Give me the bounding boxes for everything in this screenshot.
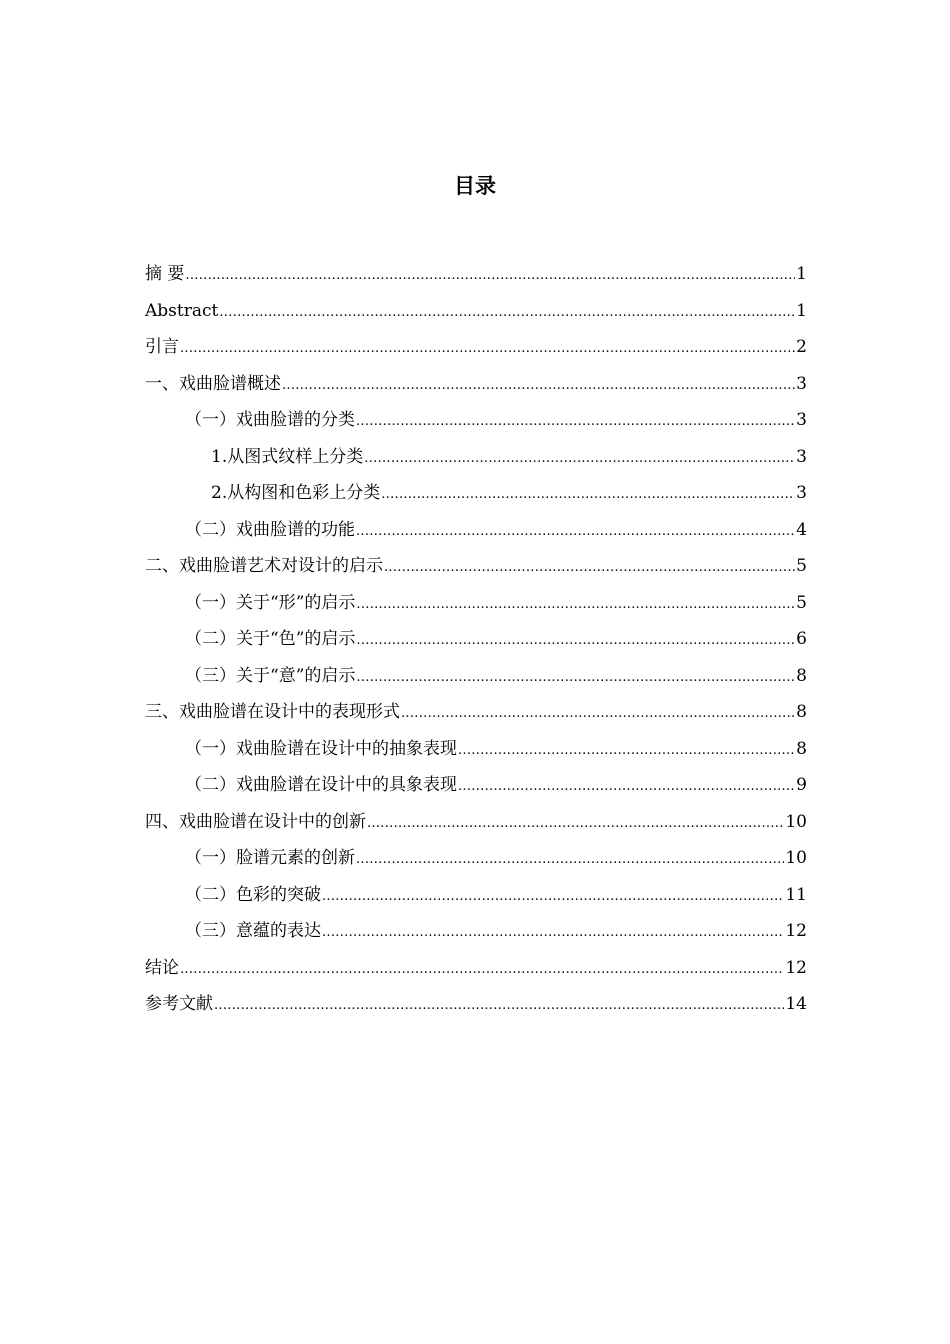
- toc-entry-text: （一）脸谱元素的创新: [185, 848, 355, 868]
- toc-entry[interactable]: [145, 950, 807, 987]
- toc-entry-text: （三）关于“意”的启示: [185, 665, 356, 686]
- toc-leader-dots: [322, 879, 784, 916]
- toc-entry-text: 1.从图式纹样上分类: [211, 446, 364, 467]
- toc-entry-page: 10: [785, 848, 807, 868]
- toc-entry-page: 1: [796, 264, 807, 284]
- toc-entry-page: 9: [796, 775, 807, 795]
- toc-entry-text: （一）关于“形”的启示: [185, 592, 356, 613]
- toc-leader-dots: [214, 988, 784, 1025]
- toc-entry[interactable]: [145, 548, 807, 585]
- toc-entry-page: 2: [796, 337, 807, 357]
- toc-entry-text: 三、戏曲脸谱在设计中的表现形式: [145, 702, 400, 722]
- toc-entry-page: 8: [796, 738, 807, 759]
- toc-entry[interactable]: [145, 256, 807, 293]
- toc-entry[interactable]: [145, 402, 807, 439]
- toc-entry-page: 6: [796, 629, 807, 649]
- toc-entry[interactable]: [145, 840, 807, 877]
- toc-entry[interactable]: [145, 329, 807, 366]
- toc-entry-text: （二）色彩的突破: [185, 884, 321, 905]
- toc-entry-page: 11: [785, 884, 807, 905]
- toc-entry-text: 2.从构图和色彩上分类: [211, 483, 381, 503]
- toc-entry-page: 5: [796, 592, 807, 613]
- toc-entry-page: 8: [796, 665, 807, 686]
- toc-entry-text: （一）戏曲脸谱的分类: [185, 410, 355, 430]
- toc-leader-dots: [185, 258, 795, 295]
- toc-entry-text: 摘 要: [145, 264, 185, 284]
- toc-leader-dots: [384, 550, 795, 587]
- toc-leader-dots: [180, 952, 784, 989]
- toc-entry-page: 14: [785, 994, 807, 1014]
- toc-entry[interactable]: [145, 694, 807, 731]
- toc-entry-page: 12: [785, 921, 807, 941]
- toc-entry-page: 1: [796, 300, 807, 321]
- toc-entry-page: 3: [796, 483, 807, 503]
- toc-entry[interactable]: [145, 913, 807, 950]
- toc-entry-page: 3: [796, 373, 807, 394]
- toc-entry-page: 3: [796, 410, 807, 430]
- toc-entry-page: 5: [796, 556, 807, 576]
- toc-entry[interactable]: [145, 804, 807, 841]
- toc-leader-dots: [364, 441, 795, 478]
- toc-entry-text: （二）戏曲脸谱的功能: [185, 519, 355, 540]
- toc-entry[interactable]: [145, 658, 807, 695]
- toc-entry-text: （二）戏曲脸谱在设计中的具象表现: [185, 775, 457, 795]
- toc-entry[interactable]: [145, 366, 807, 403]
- toc-leader-dots: [356, 842, 784, 879]
- toc-entry[interactable]: [145, 731, 807, 768]
- toc-leader-dots: [282, 368, 795, 405]
- toc-entry[interactable]: [145, 585, 807, 622]
- toc-leader-dots: [458, 769, 795, 806]
- toc-entry-text: 四、戏曲脸谱在设计中的创新: [145, 811, 366, 832]
- toc-leader-dots: [322, 915, 784, 952]
- toc-entry[interactable]: [145, 475, 807, 512]
- toc-entry-text: （三）意蕴的表达: [185, 921, 321, 941]
- toc-leader-dots: [219, 295, 795, 332]
- toc-entry-page: 8: [796, 702, 807, 722]
- toc-leader-dots: [356, 514, 795, 551]
- toc-leader-dots: [367, 806, 784, 843]
- toc-list: [145, 256, 807, 1023]
- toc-entry[interactable]: [145, 293, 807, 330]
- toc-entry[interactable]: [145, 767, 807, 804]
- toc-entry-text: 二、戏曲脸谱艺术对设计的启示: [145, 556, 383, 576]
- toc-title: 目录: [454, 174, 496, 198]
- toc-entry-text: Abstract: [145, 300, 219, 321]
- toc-entry[interactable]: [145, 877, 807, 914]
- toc-leader-dots: [356, 404, 795, 441]
- toc-leader-dots: [458, 733, 795, 770]
- toc-entry-text: （二）关于“色”的启示: [185, 629, 356, 649]
- toc-entry-text: 结论: [145, 957, 179, 978]
- toc-entry-text: 参考文献: [145, 994, 213, 1014]
- toc-entry-text: （一）戏曲脸谱在设计中的抽象表现: [185, 738, 457, 759]
- toc-entry-text: 一、戏曲脸谱概述: [145, 373, 281, 394]
- toc-entry[interactable]: [145, 621, 807, 658]
- toc-entry-page: 3: [796, 446, 807, 467]
- toc-leader-dots: [401, 696, 795, 733]
- toc-entry-page: 10: [785, 811, 807, 832]
- toc-leader-dots: [180, 331, 795, 368]
- toc-leader-dots: [356, 587, 795, 624]
- toc-entry[interactable]: [145, 439, 807, 476]
- toc-entry[interactable]: [145, 512, 807, 549]
- toc-entry[interactable]: [145, 986, 807, 1023]
- toc-leader-dots: [381, 477, 795, 514]
- toc-entry-page: 12: [785, 957, 807, 978]
- toc-leader-dots: [356, 623, 795, 660]
- toc-entry-text: 引言: [145, 337, 179, 357]
- toc-leader-dots: [356, 660, 795, 697]
- toc-entry-page: 4: [796, 519, 807, 540]
